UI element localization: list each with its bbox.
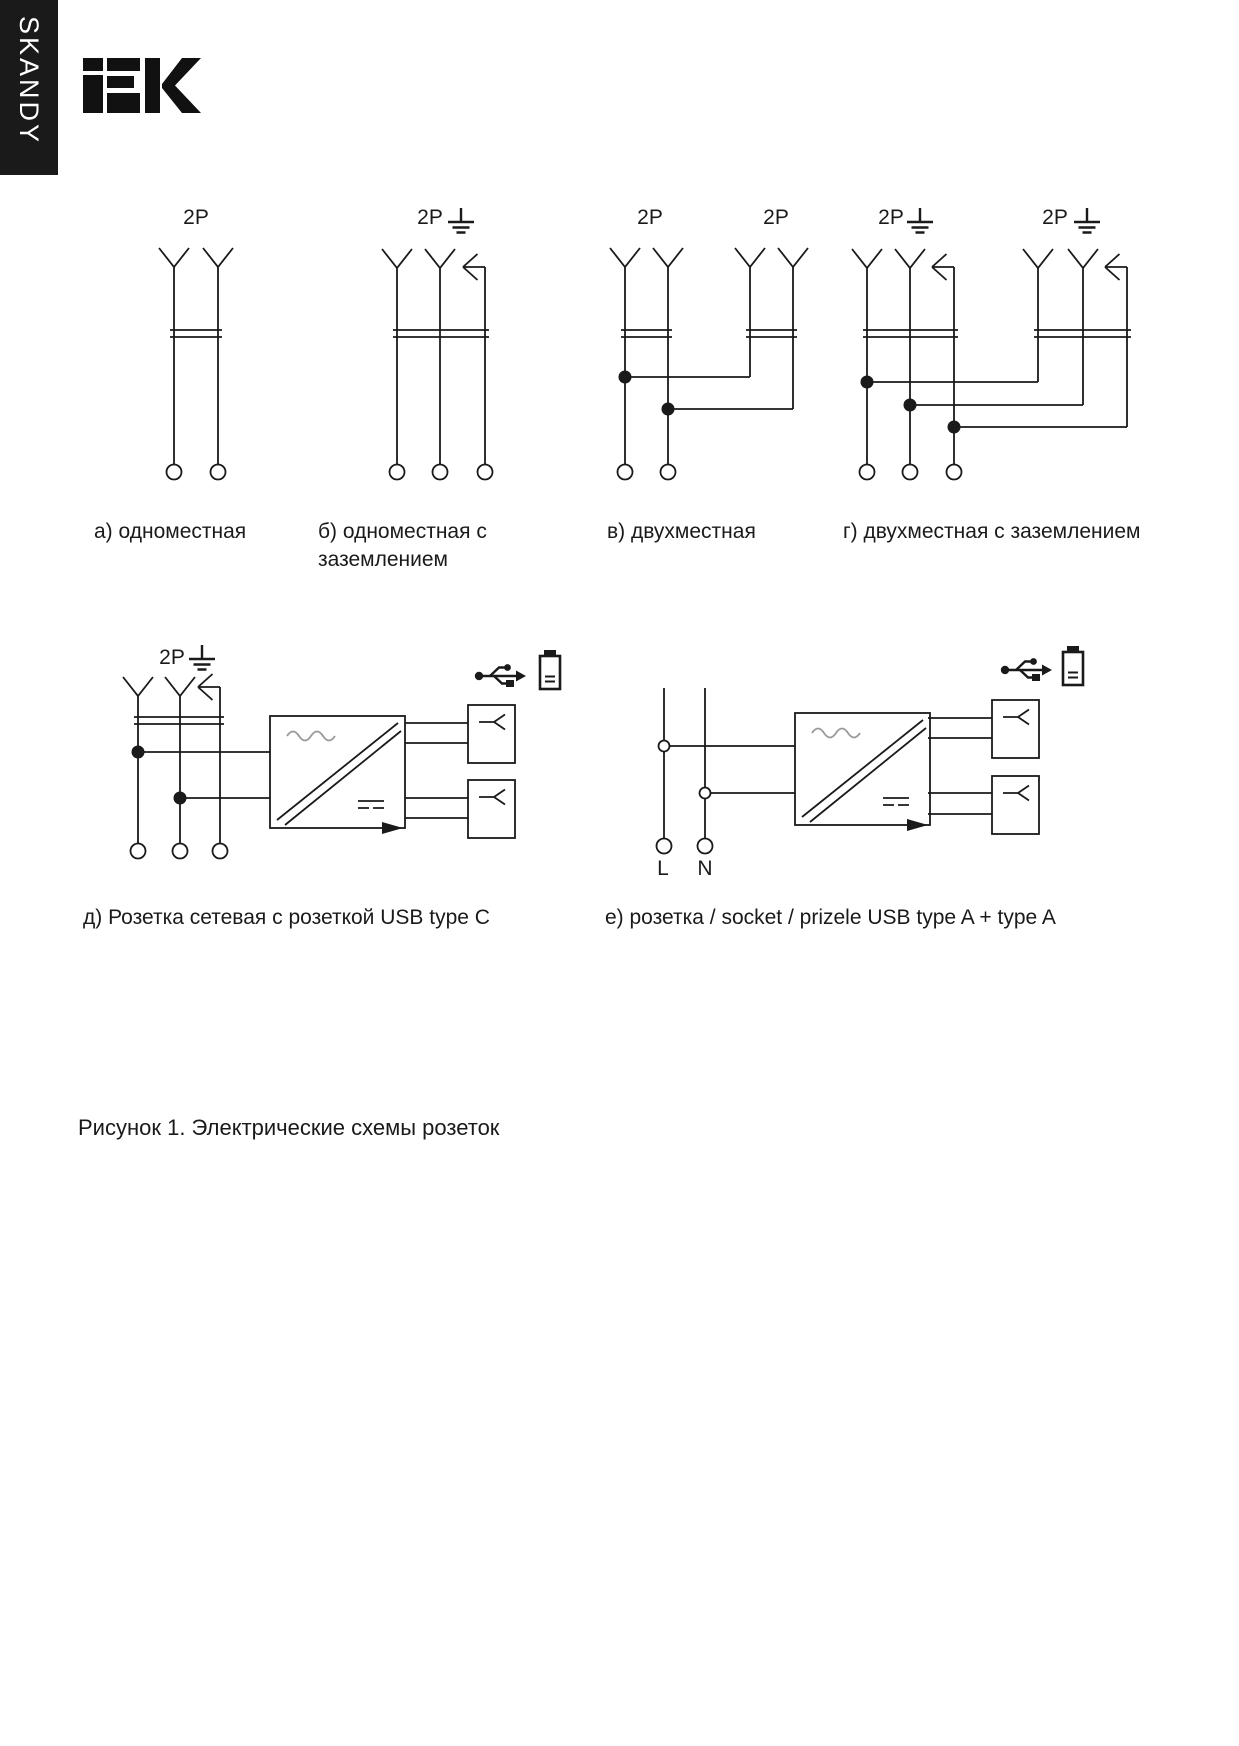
earth-ground-icon xyxy=(907,208,933,233)
earth-contact-arrow-icon xyxy=(198,674,220,700)
socket-contact-icon xyxy=(159,248,189,267)
caption-d: д) Розетка сетевая с розеткой USB type C xyxy=(83,906,490,929)
junction-dot-icon xyxy=(662,403,675,416)
socket-contact-icon xyxy=(610,248,640,267)
socket-contact-icon xyxy=(123,677,153,696)
usb-output-port-icon xyxy=(468,780,515,838)
usb-output-port-icon xyxy=(992,700,1039,758)
junction-dot-icon xyxy=(904,399,917,412)
terminal-icon xyxy=(661,465,676,480)
ac-dc-converter-icon xyxy=(270,716,405,834)
iek-logo xyxy=(83,58,201,113)
caption-a: а) одноместная xyxy=(94,520,247,543)
socket-contact-icon xyxy=(1068,249,1098,268)
terminal-icon xyxy=(478,465,493,480)
junction-circle-icon xyxy=(700,788,711,799)
socket-contact-icon xyxy=(1023,249,1053,268)
terminal-icon xyxy=(167,465,182,480)
caption-g: г) двухместная с заземлением xyxy=(843,520,1141,543)
junction-dot-icon xyxy=(174,792,187,805)
junction-dot-icon xyxy=(948,421,961,434)
diagram-b-single-socket-earthed xyxy=(382,208,493,480)
terminal-icon xyxy=(947,465,962,480)
caption-b-line1: б) одноместная с xyxy=(318,520,487,543)
usb-icon xyxy=(475,664,526,687)
diagram-v-double-socket xyxy=(610,248,808,480)
terminal-icon xyxy=(433,465,448,480)
socket-contact-icon xyxy=(653,248,683,267)
terminal-icon xyxy=(173,844,188,859)
socket-contact-icon xyxy=(203,248,233,267)
pole-label-g1: 2P xyxy=(878,206,904,229)
terminal-icon xyxy=(860,465,875,480)
terminal-icon xyxy=(390,465,405,480)
pole-label-a: 2P xyxy=(183,206,209,229)
line-label: L xyxy=(657,857,669,880)
pole-label-d: 2P xyxy=(159,646,185,669)
socket-contact-icon xyxy=(425,249,455,268)
earth-ground-icon xyxy=(1074,208,1100,233)
socket-contact-icon xyxy=(852,249,882,268)
earth-ground-icon xyxy=(448,208,474,233)
caption-v: в) двухместная xyxy=(607,520,756,543)
spine-series-label: SKANDY xyxy=(14,16,45,146)
diagram-d-socket-usb-type-c xyxy=(123,645,560,859)
earth-ground-icon xyxy=(189,645,215,670)
pole-label-v2: 2P xyxy=(763,206,789,229)
socket-contact-icon xyxy=(735,248,765,267)
terminal-icon xyxy=(618,465,633,480)
battery-icon xyxy=(540,650,560,689)
terminal-icon xyxy=(131,844,146,859)
pole-label-b: 2P xyxy=(417,206,443,229)
socket-contact-icon xyxy=(778,248,808,267)
usb-icon xyxy=(1001,658,1052,681)
neutral-label: N xyxy=(697,857,713,880)
terminal-icon xyxy=(903,465,918,480)
earth-contact-arrow-icon xyxy=(463,254,485,280)
earth-contact-arrow-icon xyxy=(1105,254,1127,280)
figure-caption: Рисунок 1. Электрические схемы розеток xyxy=(78,1115,500,1140)
pole-label-v1: 2P xyxy=(637,206,663,229)
battery-icon xyxy=(1063,646,1083,685)
caption-b-line2: заземлением xyxy=(318,548,448,571)
terminal-icon xyxy=(211,465,226,480)
socket-contact-icon xyxy=(895,249,925,268)
socket-contact-icon xyxy=(382,249,412,268)
junction-dot-icon xyxy=(861,376,874,389)
usb-output-port-icon xyxy=(992,776,1039,834)
ac-dc-converter-icon xyxy=(795,713,930,831)
usb-output-port-icon xyxy=(468,705,515,763)
junction-circle-icon xyxy=(659,741,670,752)
terminal-icon xyxy=(657,839,672,854)
socket-contact-icon xyxy=(165,677,195,696)
caption-e: е) розетка / socket / prizele USB type A + type A xyxy=(605,906,1056,929)
pole-label-g2: 2P xyxy=(1042,206,1068,229)
terminal-icon xyxy=(698,839,713,854)
earth-contact-arrow-icon xyxy=(932,254,954,280)
junction-dot-icon xyxy=(619,371,632,384)
diagram-e-socket-usb-type-a xyxy=(657,646,1084,854)
diagram-g-double-socket-earthed xyxy=(852,208,1131,480)
diagram-a-single-socket xyxy=(159,248,233,480)
terminal-icon xyxy=(213,844,228,859)
junction-dot-icon xyxy=(132,746,145,759)
caption-b xyxy=(318,518,487,574)
